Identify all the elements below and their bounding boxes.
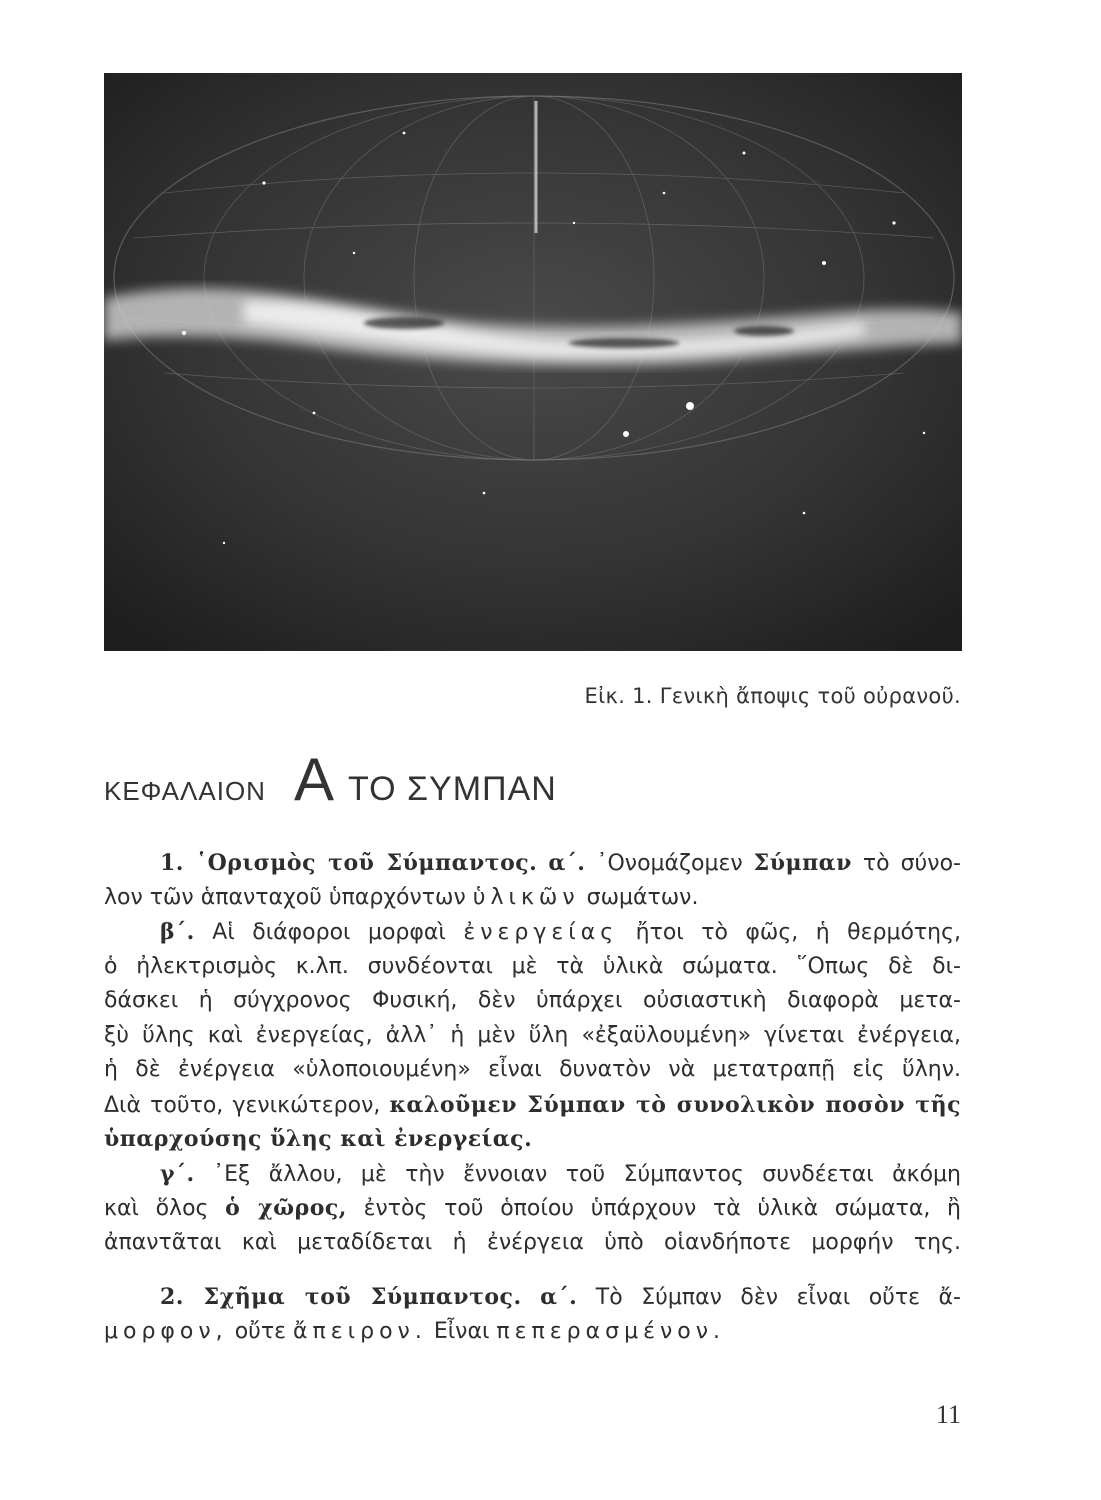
chapter-word: ΚΕΦΑΛΑΙΟΝ <box>104 776 266 806</box>
sky-photograph <box>104 73 962 651</box>
figure-caption: Εἰκ. 1. Γενικὴ ἄποψις τοῦ οὐρανοῦ. <box>584 684 961 708</box>
chapter-letter: Α <box>293 746 334 813</box>
text-line: ξὺ ὕλης καὶ ἐνεργείας, ἀλλ᾿ ἡ μὲν ὕλη «ἐξαϋλουμένη» γίνεται ἐνέργεια, <box>104 1022 961 1048</box>
text-line: καὶ ὅλος ὁ χῶρος, ἐντὸς τοῦ ὁποίου ὑπάρχουν τὰ ὑλικὰ σώματα, ἢ <box>104 1195 961 1221</box>
section-2-heading: 2. Σχῆμα τοῦ Σύμπαντος. <box>160 1284 522 1310</box>
text-line: Διὰ τοῦτο, γενικώτερον, καλοῦμεν Σύμπαν τὸ συνολικὸν ποσὸν τῆς <box>104 1091 961 1118</box>
text-line: ὁ ἠλεκτρισμὸς κ.λπ. συνδέονται μὲ τὰ ὑλικὰ σώματα. ῞Οπως δὲ δι- <box>104 953 961 979</box>
text-line: γ΄. ᾿Εξ ἄλλου, μὲ τὴν ἔννοιαν τοῦ Σύμπαντος συνδέεται ἀκόμη <box>160 1160 961 1187</box>
chapter-heading <box>104 746 557 813</box>
text-line: μορφον, οὔτε ἄπειρον. Εἶναι πεπερασμένον. <box>104 1318 726 1344</box>
body-text <box>104 846 961 1349</box>
page-number: 11 <box>935 1400 961 1429</box>
section-1-heading: 1. ῾Ορισμὸς τοῦ Σύμπαντος. <box>160 850 538 876</box>
text-line: 2. Σχῆμα τοῦ Σύμπαντος. α΄. Τὸ Σύμπαν δὲν εἶναι οὔτε ἄ- <box>160 1284 961 1310</box>
text-line: δάσκει ἡ σύγχρονος Φυσική, δὲν ὑπάρχει οὐσιαστικὴ διαφορὰ μετα- <box>104 988 961 1013</box>
text-line: λον τῶν ἁπανταχοῦ ὑπαρχόντων ὑλικῶν σωμάτων. <box>104 884 699 910</box>
text-line: 1. ῾Ορισμὸς τοῦ Σύμπαντος. α΄. ᾿Ονομάζομεν Σύμπαν τὸ σύνο- <box>160 850 961 876</box>
text-line: β΄. Αἱ διάφοροι μορφαὶ ἐνεργείας ἤτοι τὸ φῶς, ἡ θερμότης, <box>160 919 961 945</box>
text-line: ἡ δὲ ἐνέργεια «ὑλοποιουμένη» εἶναι δυνατὸν νὰ μετατραπῇ εἰς ὕλην. <box>104 1057 961 1082</box>
text-line: ὑπαρχούσης ὕλης καὶ ἐνεργείας. <box>104 1126 533 1152</box>
term-sympan: Σύμπαν <box>753 850 852 876</box>
text-line: ἀπαντᾶται καὶ μεταδίδεται ἡ ἐνέργεια ὑπὸ οἱανδήποτε μορφήν της. <box>104 1229 961 1255</box>
milky-way-image <box>104 73 962 651</box>
chapter-title: ΤΟ ΣΥΜΠΑΝ <box>347 770 557 808</box>
